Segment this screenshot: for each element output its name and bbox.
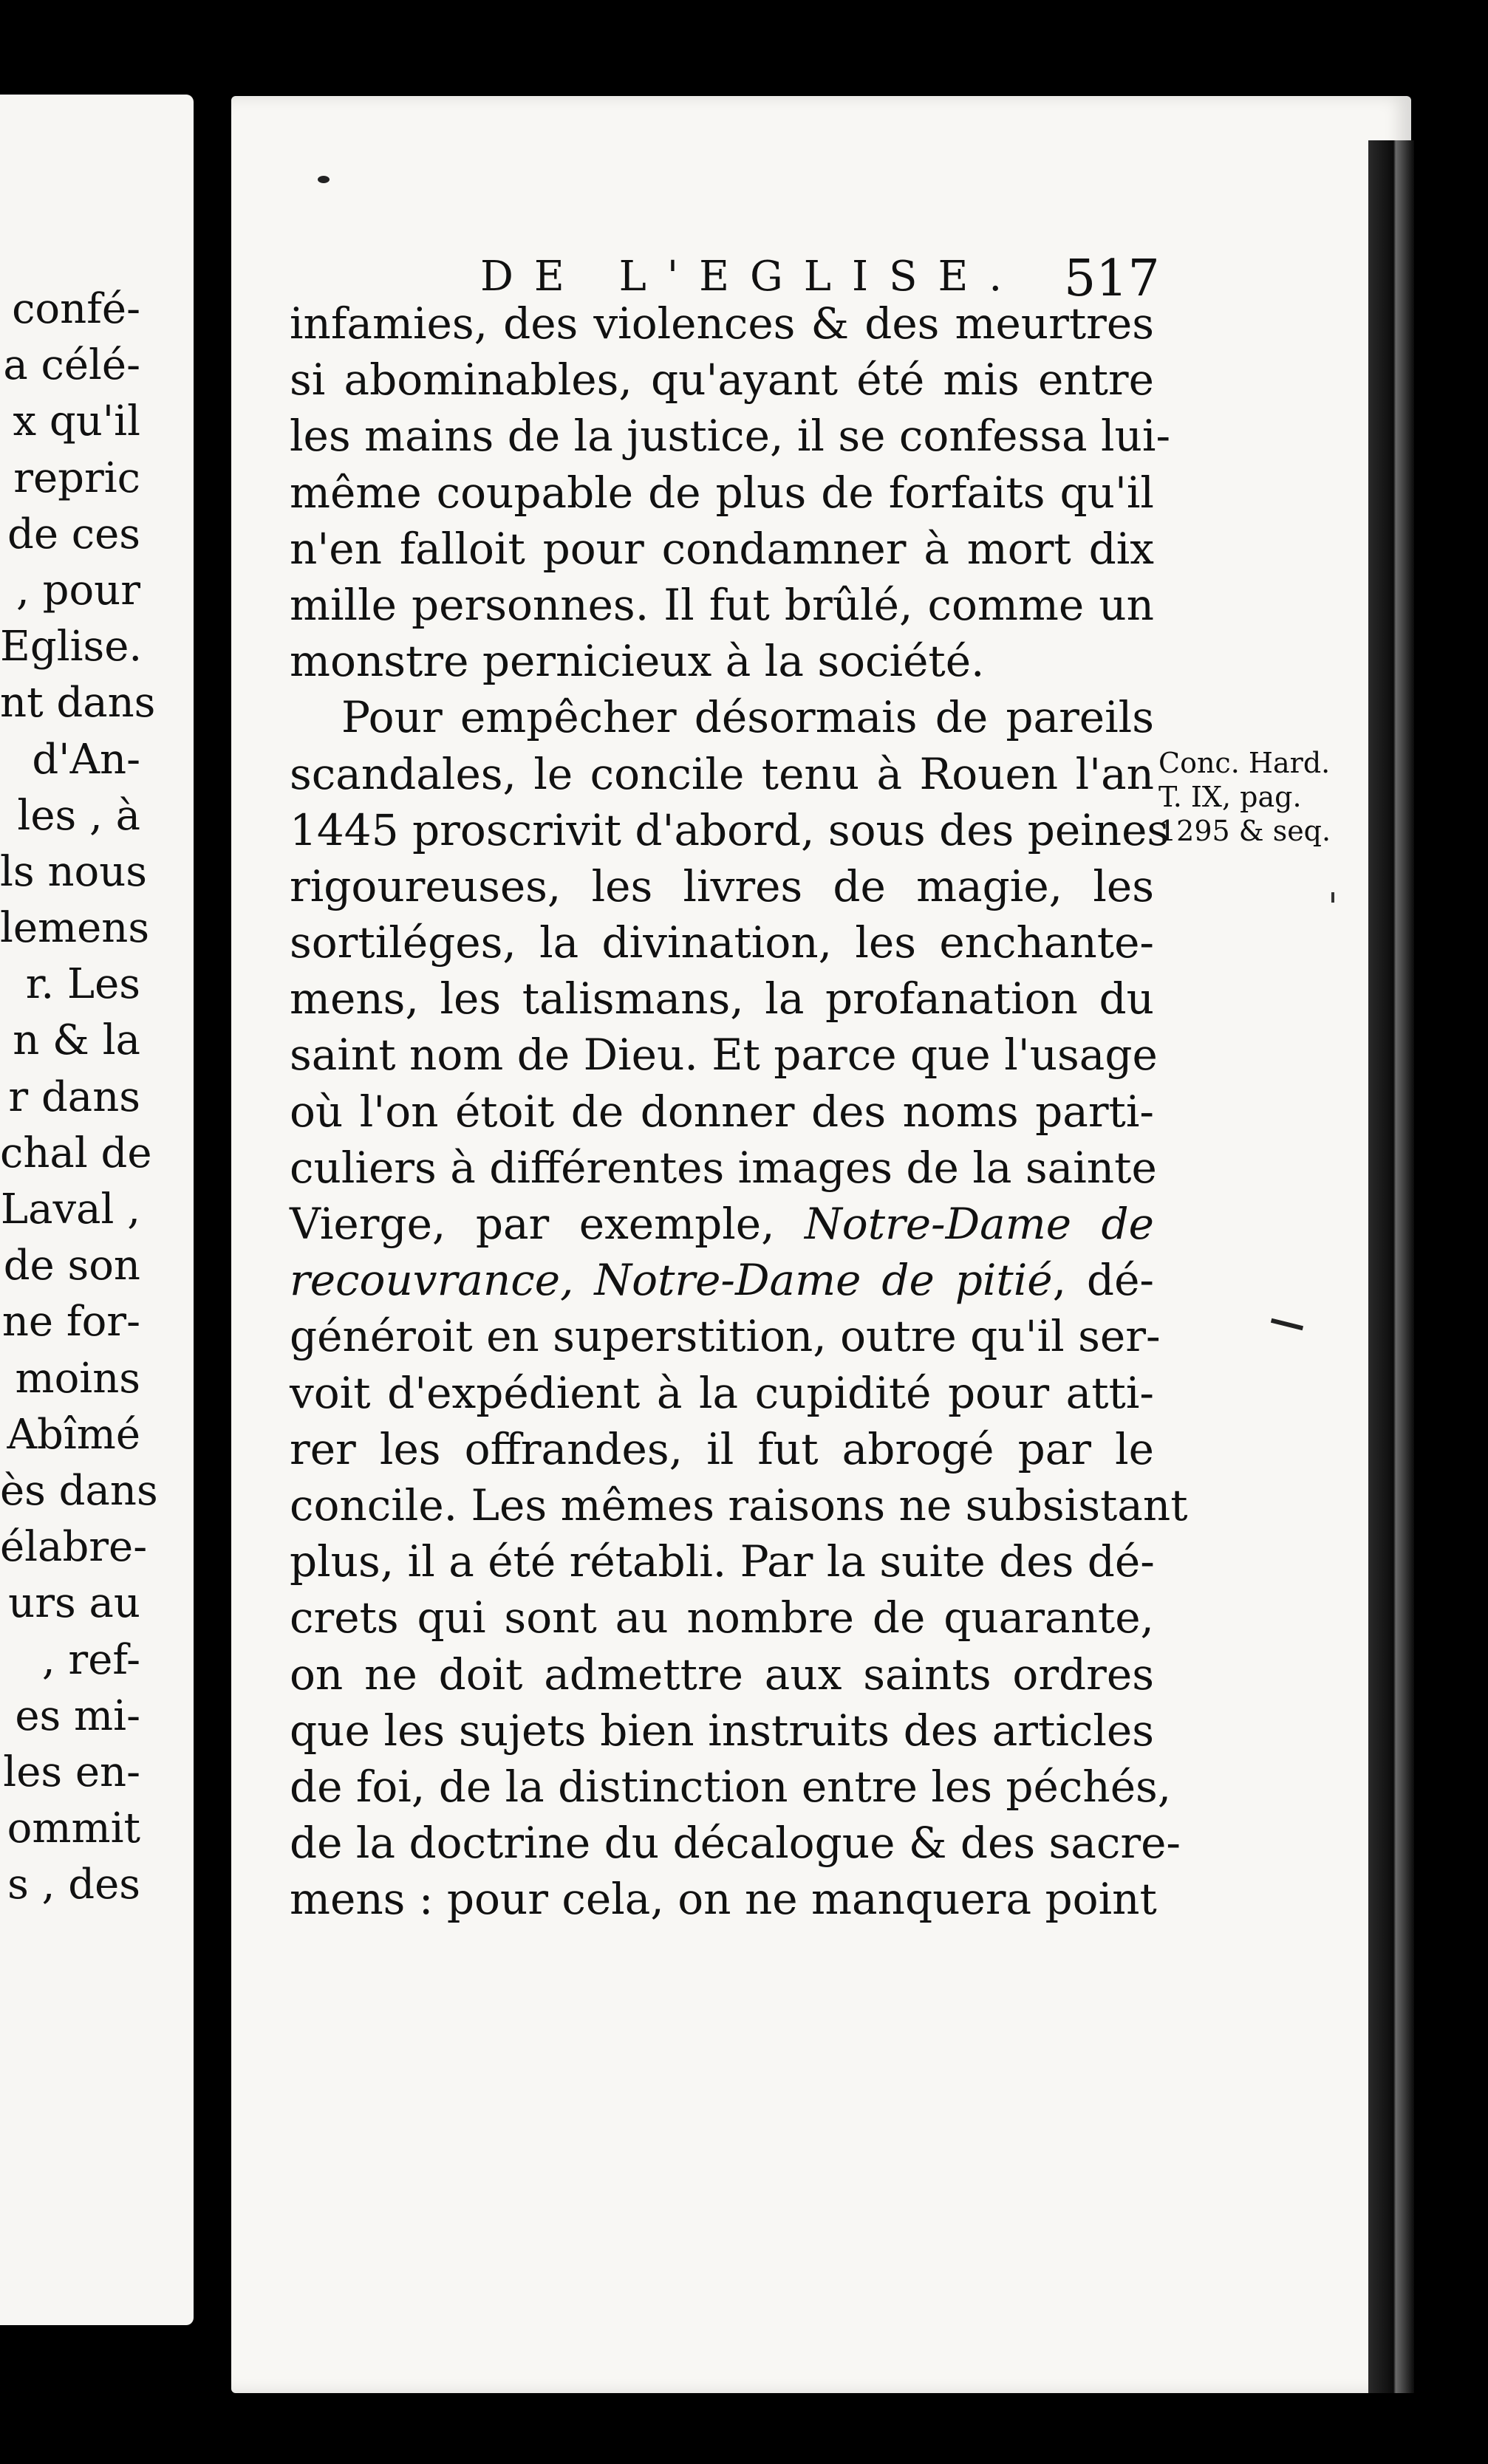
left-line: ès dans — [0, 1466, 158, 1515]
text-fragment: , dé- — [1052, 1255, 1154, 1306]
left-line: confé- — [12, 285, 140, 333]
left-line: de son — [3, 1242, 140, 1290]
text-line: Pour empêcher désormais de pareils — [341, 692, 1154, 743]
text-line: sortiléges, la divination, les enchante- — [290, 917, 1154, 968]
text-line: de foi, de la distinction entre les péchés, — [290, 1761, 1172, 1812]
book-fore-edge — [1368, 140, 1414, 2393]
text-line: rigoureuses, les livres de magie, les — [290, 860, 1154, 911]
text-line: voit d'expédient à la cupidité pour atti- — [290, 1367, 1154, 1418]
left-line: Laval , — [0, 1185, 140, 1233]
text-line: les mains de la justice, il se confessa lui- — [290, 411, 1171, 462]
left-line: lemens — [0, 904, 150, 953]
left-line: repric — [13, 454, 140, 502]
text-line: même coupable de plus de forfaits qu'il — [290, 467, 1154, 518]
italic-text: Notre-Dame de — [805, 1199, 1154, 1249]
margin-note-line: 1295 & seq. — [1158, 815, 1331, 847]
text-line: mille personnes. Il fut brûlé, comme un — [290, 579, 1154, 630]
left-line: Eglise. — [0, 623, 143, 671]
text-line: monstre pernicieux à la société. — [290, 636, 985, 687]
margin-note-line: T. IX, pag. — [1158, 781, 1302, 813]
text-line: concile. Les mêmes raisons ne subsistant — [290, 1479, 1188, 1530]
text-line: plus, il a été rétabli. Par la suite des dé- — [290, 1536, 1155, 1587]
left-line: , pour — [16, 566, 140, 615]
margin-note — [1158, 746, 1358, 848]
text-line: où l'on étoit de donner des noms parti- — [290, 1086, 1154, 1137]
text-fragment: Vierge, par exemple, — [290, 1199, 775, 1249]
text-line — [290, 1252, 1154, 1308]
text-line: mens, les talismans, la profanation du — [290, 973, 1154, 1024]
text-line: crets qui sont au nombre de quarante, — [290, 1592, 1154, 1643]
text-line: rer les offrandes, il fut abrogé par le — [290, 1423, 1154, 1474]
left-line: ne for- — [1, 1298, 140, 1346]
left-line: élabre- — [0, 1523, 148, 1572]
text-line: infamies, des violences & des meurtres — [290, 298, 1154, 349]
text-line: si abominables, qu'ayant été mis entre — [290, 355, 1154, 405]
left-line: de ces — [7, 510, 140, 558]
left-line: a célé- — [3, 341, 140, 390]
ink-speck — [318, 176, 330, 183]
italic-text: recouvrance, Notre-Dame de pitié — [290, 1255, 1053, 1306]
page-number: 517 — [1064, 250, 1160, 308]
left-line: r. Les — [25, 960, 140, 1009]
text-line: n'en falloit pour condamner à mort dix — [290, 523, 1154, 574]
running-head: DE L'EGLISE. — [480, 253, 1023, 301]
left-line: urs au — [8, 1579, 140, 1628]
left-line: x qu'il — [13, 397, 140, 446]
left-line: les en- — [3, 1748, 140, 1796]
text-line: on ne doit admettre aux saints ordres — [290, 1649, 1154, 1700]
left-page-text — [0, 281, 194, 1913]
text-line: que les sujets bien instruits des articles — [290, 1705, 1154, 1756]
left-line: ommit — [7, 1804, 140, 1853]
left-line: d'An- — [32, 735, 140, 784]
left-line: ls nous — [0, 847, 148, 896]
text-line: 1445 proscrivit d'abord, sous des peines — [290, 804, 1170, 855]
tick-mark — [1331, 892, 1334, 903]
left-line: , ref- — [41, 1635, 140, 1684]
text-line: mens : pour cela, on ne manquera point — [290, 1874, 1157, 1925]
text-line: culiers à différentes images de la sainte — [290, 1142, 1157, 1193]
left-line: les , à — [17, 791, 140, 840]
left-line: Abîmé — [7, 1410, 140, 1459]
left-line: nt dans — [0, 679, 156, 728]
margin-note-line: Conc. Hard. — [1158, 747, 1331, 779]
left-line: moins — [15, 1354, 140, 1403]
left-line: n & la — [13, 1016, 140, 1065]
left-line: s , des — [7, 1861, 140, 1909]
text-line: de la doctrine du décalogue & des sacre- — [290, 1818, 1181, 1869]
left-line: es mi- — [15, 1691, 140, 1740]
left-line: chal de — [0, 1129, 152, 1177]
text-line: saint nom de Dieu. Et parce que l'usage — [290, 1030, 1158, 1081]
text-line: généroit en superstition, outre qu'il ser- — [290, 1311, 1161, 1362]
left-page — [0, 95, 194, 2325]
text-line: scandales, le concile tenu à Rouen l'an — [290, 748, 1154, 799]
left-line: r dans — [8, 1072, 140, 1121]
body-text — [290, 295, 1188, 1927]
text-line — [290, 1196, 1154, 1252]
